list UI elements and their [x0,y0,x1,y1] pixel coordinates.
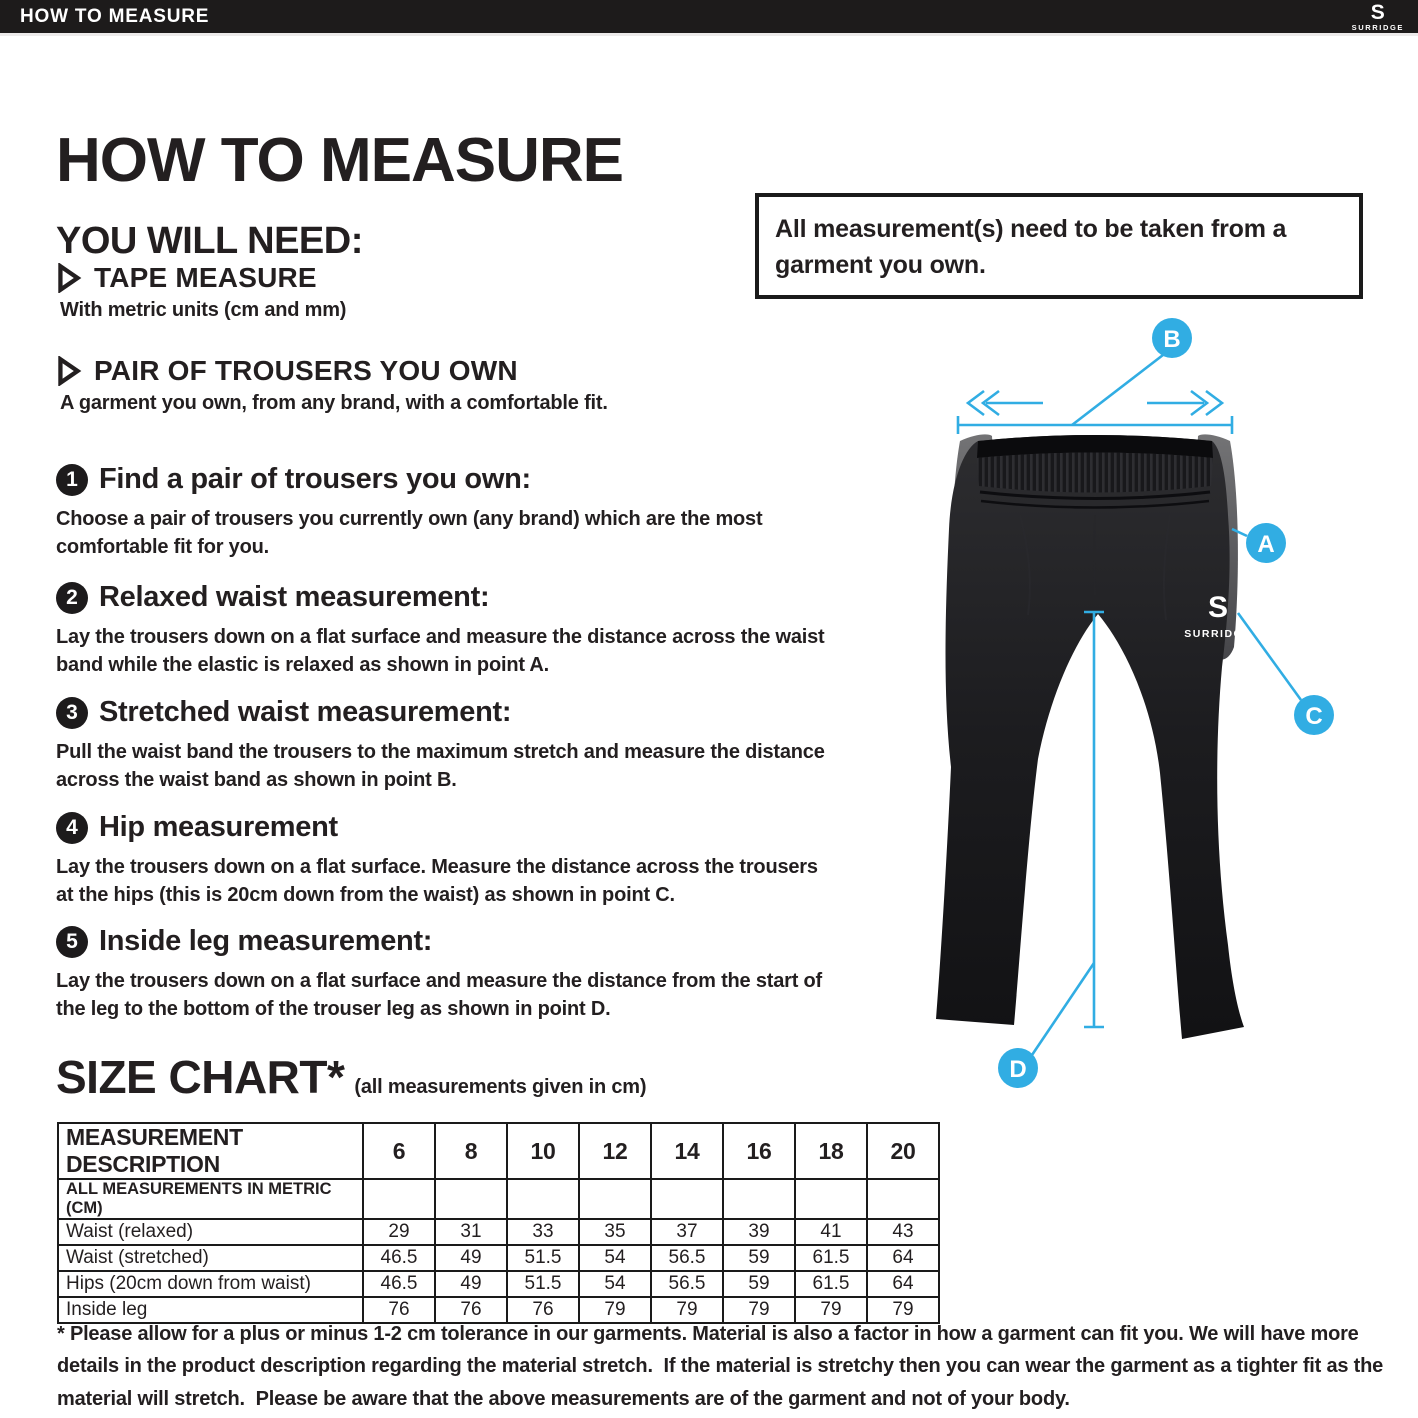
header-size: 20 [867,1123,939,1179]
cell: 56.5 [651,1271,723,1297]
cell: 43 [867,1219,939,1245]
header-size: 12 [579,1123,651,1179]
header-size: 8 [435,1123,507,1179]
header-measurement-description: MEASUREMENT DESCRIPTION [58,1123,363,1179]
cell: 79 [795,1297,867,1323]
step-number-badge: 4 [56,812,88,844]
cell: 64 [867,1245,939,1271]
need-item-tape-measure [56,262,756,322]
cell: 35 [579,1219,651,1245]
step-number-badge: 3 [56,697,88,729]
cell: 51.5 [507,1271,579,1297]
cell: 79 [579,1297,651,1323]
step-number-badge: 5 [56,926,88,958]
size-chart-subtitle: (all measurements given in cm) [354,1076,647,1098]
svg-text:A: A [1257,531,1275,558]
need-item-title: TAPE MEASURE [94,262,317,293]
need-item-title: PAIR OF TROUSERS YOU OWN [94,355,518,386]
cell: 76 [507,1297,579,1323]
topbar [0,0,1418,36]
step-number-badge: 2 [56,582,88,614]
cell: 46.5 [363,1245,435,1271]
measurement-note-box: All measurement(s) need to be taken from a garment you own. [755,193,1363,299]
step-title: Inside leg measurement: [99,925,433,957]
table-row [58,1271,939,1297]
cell: 49 [435,1271,507,1297]
step-1 [56,463,831,562]
cell: 59 [723,1245,795,1271]
cell: 79 [867,1297,939,1323]
cell: 37 [651,1219,723,1245]
triangle-bullet-icon [56,356,82,386]
step-body: Pull the waist band the trousers to the maximum stretch and measure the distance across the waist band as shown in point B. [56,741,825,792]
need-item-description: With metric units (cm and mm) [60,299,347,321]
step-body: Lay the trousers down on a flat surface and measure the distance from the start of the leg to the bottom of the trouser leg as shown in point D. [56,970,823,1021]
row-label: Hips (20cm down from waist) [58,1271,363,1297]
need-item-description: A garment you own, from any brand, with a comfortable fit. [60,392,608,414]
step-body: Lay the trousers down on a flat surface. Measure the distance across the trousers at the hips (this is 20cm down from the waist) as shown in point C. [56,856,818,907]
row-label: Waist (stretched) [58,1245,363,1271]
header-size: 6 [363,1123,435,1179]
cell: 31 [435,1219,507,1245]
cell: 61.5 [795,1271,867,1297]
row-label: Waist (relaxed) [58,1219,363,1245]
marker-a [1246,523,1286,563]
tolerance-footnote: * Please allow for a plus or minus 1-2 cm tolerance in our garments. Material is also a factor in how a garment can fit you. We will have more details in the product description regarding the material stretch. If the material is stretchy then you can wear the garment as a tighter fit as the material will stretch. Please be aware that the above measurements are of the garment and not of your body. [57,1323,1389,1410]
garment-s-icon: S [1207,591,1229,624]
you-will-need-heading: YOU WILL NEED: [56,219,363,262]
svg-text:B: B [1163,326,1181,353]
triangle-bullet-icon [56,263,82,293]
step-3 [56,696,831,795]
topbar-title: HOW TO MEASURE [20,5,210,27]
cell: 56.5 [651,1245,723,1271]
surridge-s-icon: S [1370,0,1385,24]
table-note-row [58,1179,939,1219]
cell: 39 [723,1219,795,1245]
size-chart-heading [56,1050,646,1104]
cell: 79 [651,1297,723,1323]
size-chart-title: SIZE CHART* [56,1051,345,1103]
header-size: 16 [723,1123,795,1179]
table-row [58,1245,939,1271]
need-item-trousers [56,355,756,415]
step-title: Relaxed waist measurement: [99,581,490,613]
size-chart-table [57,1122,940,1324]
step-title: Find a pair of trousers you own: [99,463,531,495]
marker-c [1294,695,1334,735]
trousers-measurement-diagram [880,315,1380,1110]
step-4 [56,811,831,910]
row-label: Inside leg [58,1297,363,1323]
marker-b [1152,318,1192,358]
step-5 [56,925,831,1024]
header-size: 14 [651,1123,723,1179]
cell: 49 [435,1245,507,1271]
step-title: Stretched waist measurement: [99,696,512,728]
cell: 79 [723,1297,795,1323]
cell: 76 [435,1297,507,1323]
svg-text:D: D [1009,1056,1027,1083]
header-size: 18 [795,1123,867,1179]
cell: 59 [723,1271,795,1297]
cell: 51.5 [507,1245,579,1271]
table-row [58,1219,939,1245]
marker-d [998,1048,1038,1088]
header-size: 10 [507,1123,579,1179]
cell: 41 [795,1219,867,1245]
surridge-wordmark: SURRIDGE [1351,22,1404,32]
step-2 [56,581,831,680]
cell: 54 [579,1271,651,1297]
cell: 64 [867,1271,939,1297]
table-header-row [58,1123,939,1179]
cell: 33 [507,1219,579,1245]
step-title: Hip measurement [99,811,338,843]
svg-text:C: C [1305,703,1323,730]
cell: 61.5 [795,1245,867,1271]
garment-wordmark: SURRIDGE [1184,628,1252,640]
cell: 46.5 [363,1271,435,1297]
cell: 54 [579,1245,651,1271]
surridge-logo [1352,2,1404,32]
trousers-body [936,435,1244,1039]
page-title: HOW TO MEASURE [56,125,623,195]
step-body: Choose a pair of trousers you currently own (any brand) which are the most comfortable fit for you. [56,508,763,559]
step-body: Lay the trousers down on a flat surface and measure the distance across the waist band while the elastic is relaxed as shown in point A. [56,626,825,677]
cell: 29 [363,1219,435,1245]
step-number-badge: 1 [56,464,88,496]
note-cell: ALL MEASUREMENTS IN METRIC (CM) [58,1179,363,1219]
cell: 76 [363,1297,435,1323]
